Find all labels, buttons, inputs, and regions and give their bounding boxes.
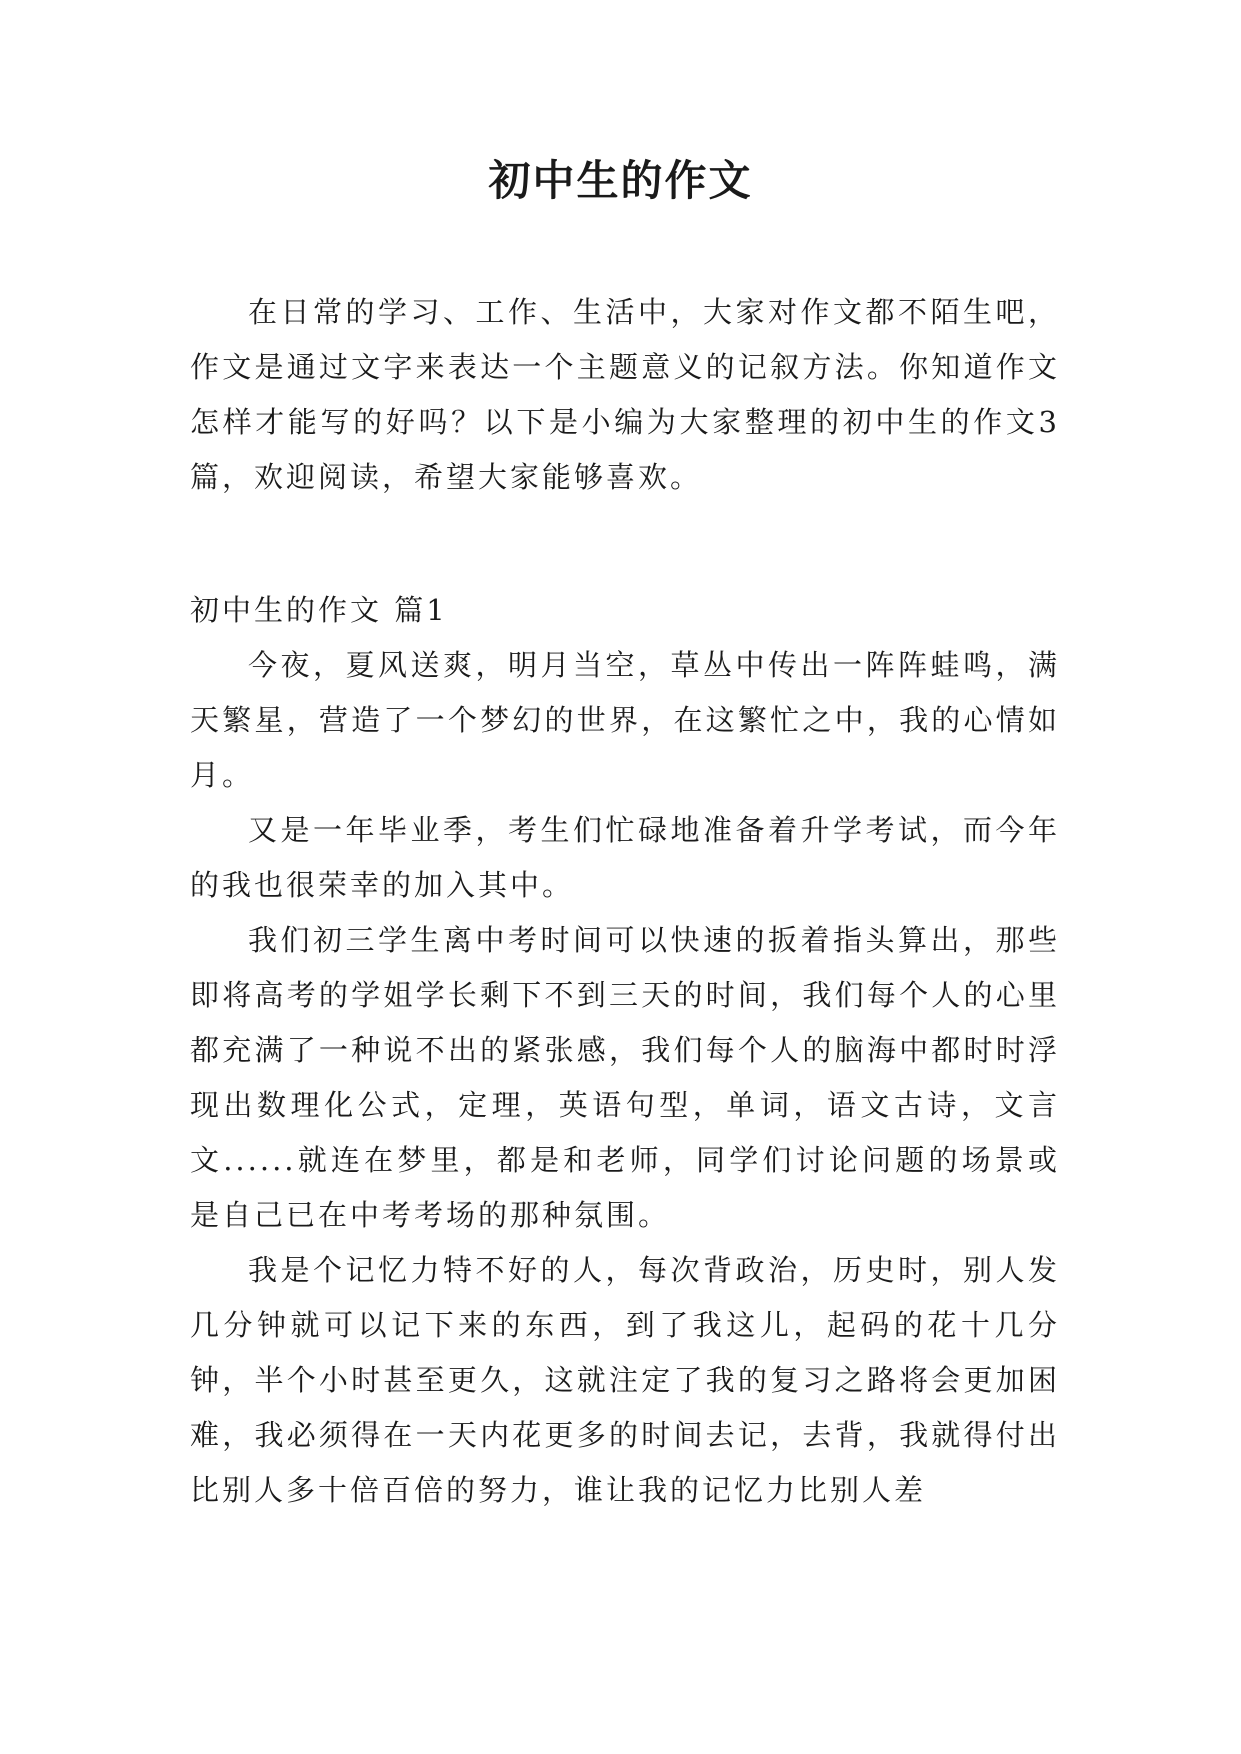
- body-paragraph-4: 我是个记忆力特不好的人，每次背政治，历史时，别人发几分钟就可以记下来的东西，到了我这儿，起码的花十几分钟，半个小时甚至更久，这就注定了我的复习之路将会更加困难，我必须得在一天内花更多的时间去记，去背，我就得付出比别人多十倍百倍的努力，谁让我的记忆力比别人差: [190, 1253, 1060, 1507]
- intro-paragraph: 在日常的学习、工作、生活中，大家对作文都不陌生吧，作文是通过文字来表达一个主题意义的记叙方法。你知道作文怎样才能写的好吗？以下是小编为大家整理的初中生的作文3篇，欢迎阅读，希望大家能够喜欢。: [190, 295, 1060, 494]
- section-heading: 初中生的作文 篇1: [190, 593, 448, 627]
- body-paragraph-1: 今夜，夏风送爽，明月当空，草丛中传出一阵阵蛙鸣，满天繁星，营造了一个梦幻的世界，在这繁忙之中，我的心情如月。: [190, 648, 1060, 792]
- body-paragraph-2: 又是一年毕业季，考生们忙碌地准备着升学考试，而今年的我也很荣幸的加入其中。: [190, 813, 1060, 902]
- document-title: 初中生的作文: [488, 156, 753, 205]
- body-paragraph-3: 我们初三学生离中考时间可以快速的扳着指头算出，那些即将高考的学姐学长剩下不到三天的时间，我们每个人的心里都充满了一种说不出的紧张感，我们每个人的脑海中都时时浮现出数理化公式，定理，英语句型，单词，语文古诗，文言文......就连在梦里，都是和老师，同学们讨论问题的场景或是自己已在中考考场的那种氛围。: [190, 923, 1060, 1232]
- document-body: [190, 285, 1060, 1518]
